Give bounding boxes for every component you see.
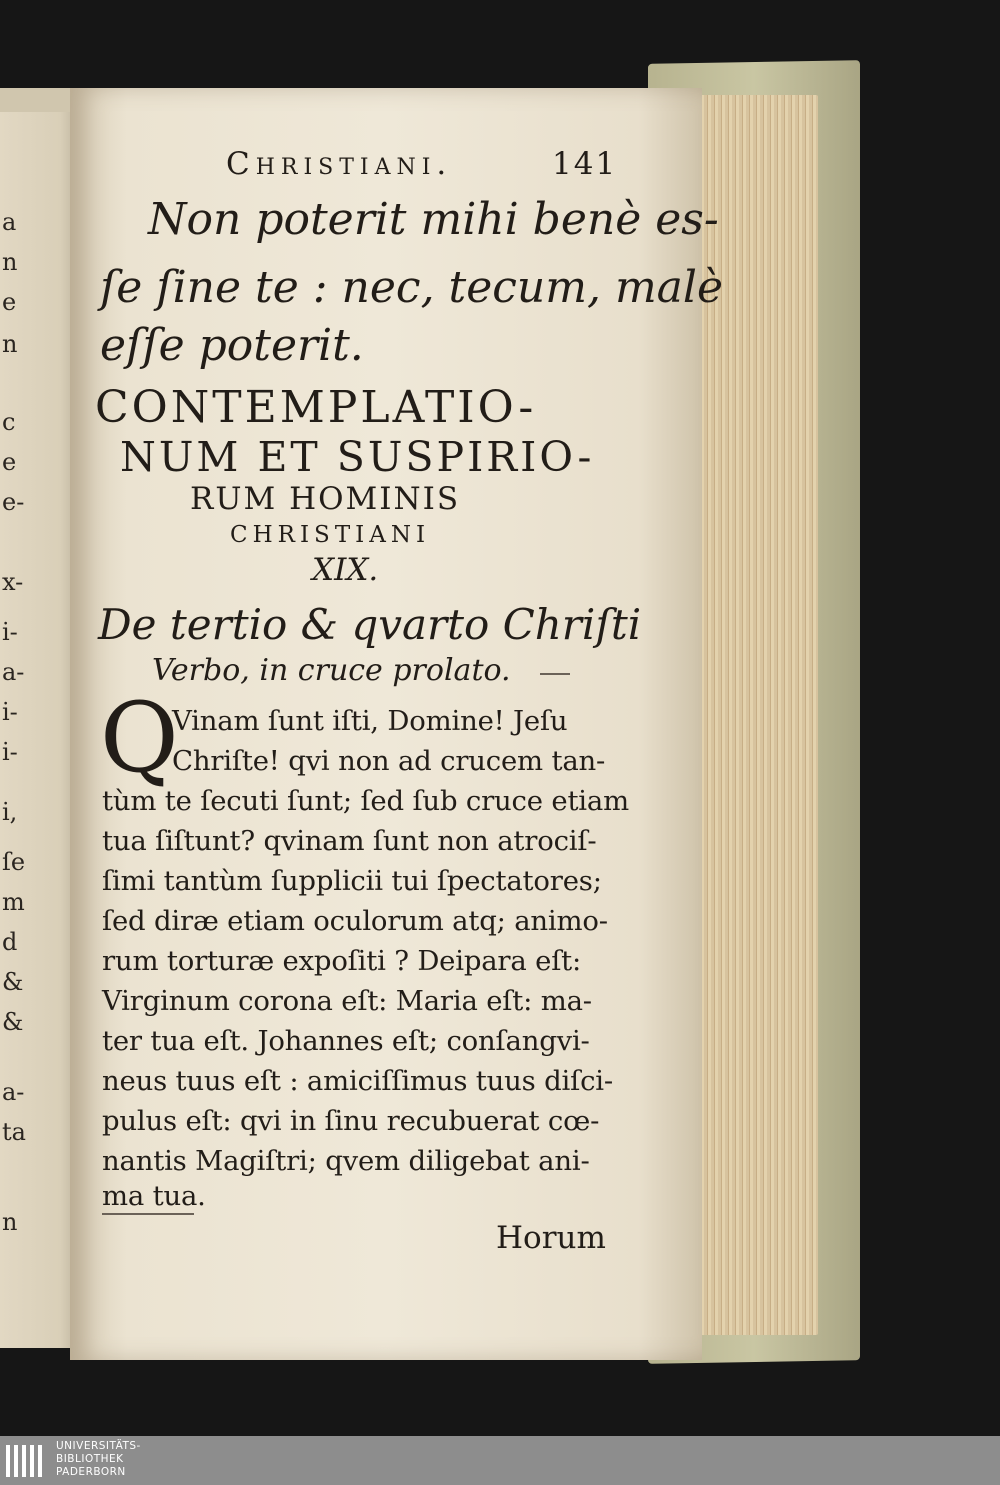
heading-line-3: RUM HOMINIS bbox=[190, 481, 461, 517]
left-fragment: i, bbox=[2, 798, 18, 826]
heading-line-2: NUM ET SUSPIRIO- bbox=[120, 433, 595, 481]
left-fragment: x- bbox=[2, 568, 24, 596]
body-line: rum torturæ expoſiti ? Deipara eſt: bbox=[102, 945, 582, 977]
library-logo-icon bbox=[6, 1445, 46, 1477]
body-line: ma tua. bbox=[102, 1180, 206, 1212]
left-fragment: e bbox=[2, 288, 17, 316]
left-fragment: c bbox=[2, 408, 16, 436]
subheading-line-1: De tertio & qvarto Chriſti bbox=[98, 600, 642, 649]
library-logo-text bbox=[56, 1440, 141, 1479]
left-fragment: e bbox=[2, 448, 17, 476]
drop-cap: Q bbox=[100, 682, 179, 794]
body-line: nantis Magiſtri; qvem diligebat ani- bbox=[102, 1145, 590, 1177]
library-footer bbox=[0, 1436, 1000, 1485]
body-line: Vinam ſunt iſti, Domine! Jeſu bbox=[172, 705, 568, 737]
left-fragment: i- bbox=[2, 698, 18, 726]
body-line: neus tuus eſt : amiciſſimus tuus diſci- bbox=[102, 1065, 613, 1097]
body-line: Virginum corona eſt: Maria eſt: ma- bbox=[102, 985, 592, 1017]
left-fragment: i- bbox=[2, 618, 18, 646]
left-fragment: n bbox=[2, 248, 18, 276]
left-fragment: e- bbox=[2, 488, 25, 516]
body-line: pulus eſt: qvi in ſinu recubuerat cœ- bbox=[102, 1105, 600, 1137]
decorative-dash bbox=[540, 673, 570, 675]
left-fragment: ſe bbox=[2, 848, 26, 876]
motto-line-2: ſe ſine te : nec, tecum, malè bbox=[100, 262, 724, 313]
running-title: Christiani. bbox=[226, 146, 453, 182]
page-number: 141 bbox=[552, 146, 618, 182]
catchword: Horum bbox=[496, 1220, 606, 1256]
left-fragment: & bbox=[2, 968, 24, 996]
left-fragment: m bbox=[2, 888, 25, 916]
body-line: ſed diræ etiam oculorum atq; animo- bbox=[102, 905, 608, 937]
left-fragment: & bbox=[2, 1008, 24, 1036]
body-line: ſimi tantùm ſupplicii tui ſpectatores; bbox=[102, 865, 602, 897]
left-fragment: a bbox=[2, 208, 17, 236]
left-fragment: i- bbox=[2, 738, 18, 766]
body-line: ter tua eſt. Johannes eſt; conſangvi- bbox=[102, 1025, 590, 1057]
decorative-underline bbox=[102, 1213, 194, 1215]
motto-line-3: eſſe poterit. bbox=[100, 320, 364, 371]
heading-line-5: XIX. bbox=[312, 552, 379, 588]
heading-line-4: CHRISTIANI bbox=[230, 522, 431, 548]
logo-line-2: BIBLIOTHEK bbox=[56, 1453, 124, 1465]
subheading-line-2: Verbo, in cruce prolato. bbox=[152, 653, 511, 688]
logo-line-3: PADERBORN bbox=[56, 1466, 126, 1478]
heading-line-1: CONTEMPLATIO- bbox=[95, 382, 537, 433]
body-line: tùm te ſecuti ſunt; ſed ſub cruce etiam bbox=[102, 785, 629, 817]
left-fragment: n bbox=[2, 1208, 18, 1236]
left-fragment: d bbox=[2, 928, 18, 956]
motto-line-1: Non poterit mihi benè es- bbox=[148, 194, 719, 245]
body-line: Chriſte! qvi non ad crucem tan- bbox=[172, 745, 606, 777]
body-line: tua ſiſtunt? qvinam ſunt non atrociſ- bbox=[102, 825, 597, 857]
left-fragment: a- bbox=[2, 1078, 25, 1106]
left-fragment: a- bbox=[2, 658, 25, 686]
left-fragment: ta bbox=[2, 1118, 26, 1146]
logo-line-1: UNIVERSITÄTS- bbox=[56, 1440, 141, 1452]
left-fragment: n bbox=[2, 330, 18, 358]
